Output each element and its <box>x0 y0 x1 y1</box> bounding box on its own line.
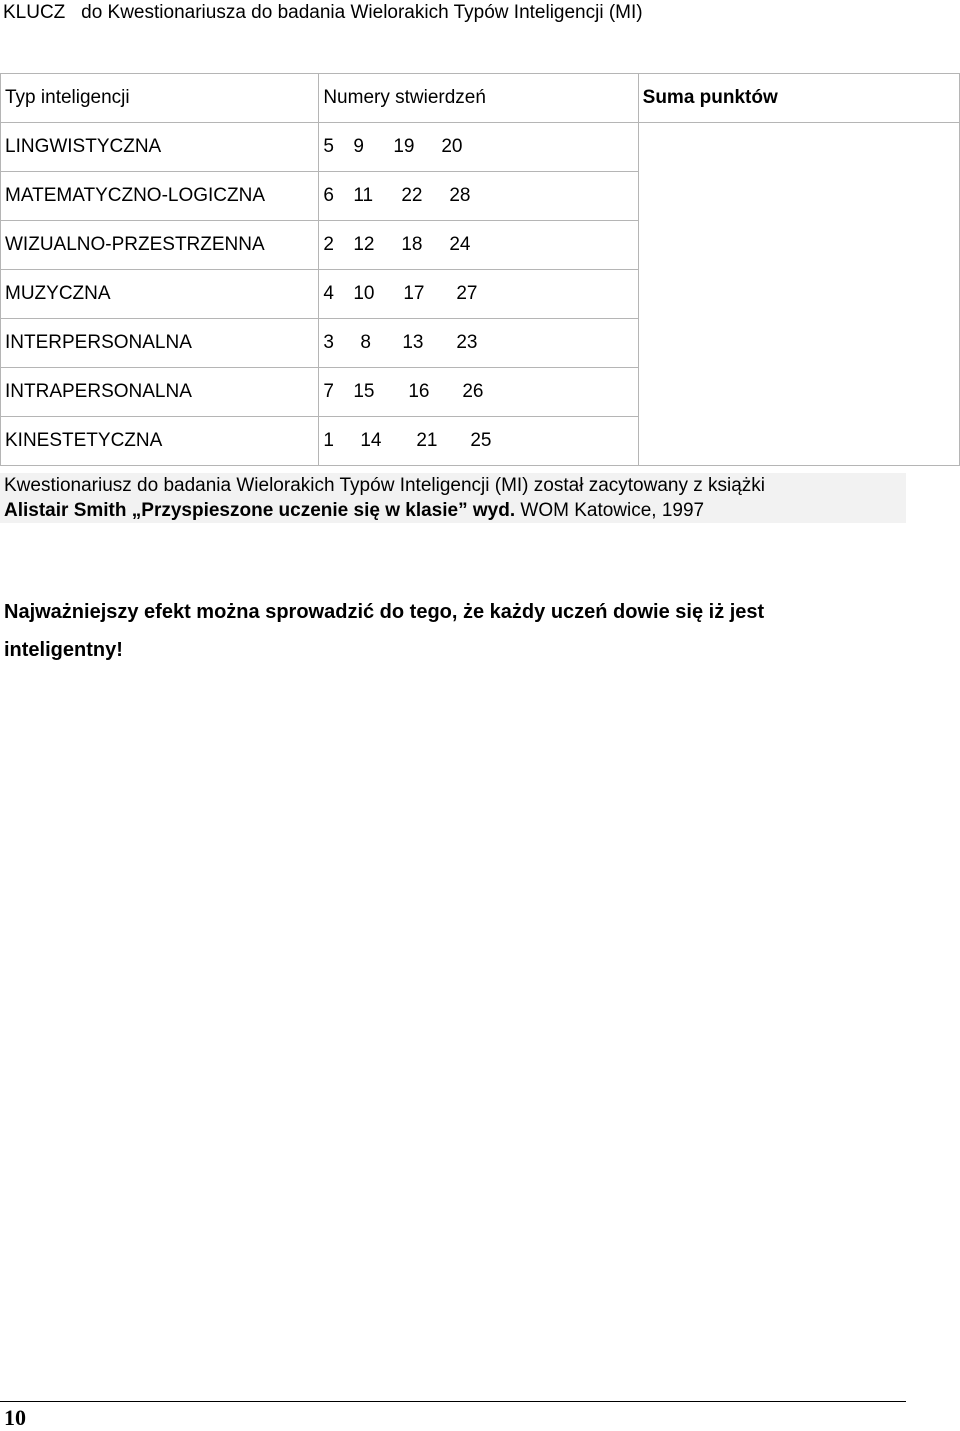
statement-numbers <box>319 123 638 172</box>
statement-number: 13 <box>402 332 424 353</box>
header-numbers: Numery stwierdzeń <box>319 74 638 123</box>
table-header-row <box>1 74 960 123</box>
statement-numbers <box>319 417 638 466</box>
statement-numbers <box>319 319 638 368</box>
table-row <box>1 319 960 368</box>
sum-cell[interactable] <box>638 368 959 417</box>
statement-number: 17 <box>403 283 425 304</box>
statement-number: 11 <box>353 185 374 206</box>
sum-cell[interactable] <box>638 270 959 319</box>
table-row <box>1 417 960 466</box>
intelligence-type: KINESTETYCZNA <box>1 417 319 466</box>
statement-number: 14 <box>360 430 382 451</box>
sum-cell[interactable] <box>638 123 959 172</box>
closing-note: Najważniejszy efekt można sprowadzić do tego, że każdy uczeń dowie się iż jest inteligentny! <box>4 601 765 661</box>
table-row <box>1 270 960 319</box>
statement-numbers <box>319 221 638 270</box>
statement-number: 22 <box>401 185 423 206</box>
statement-numbers <box>319 368 638 417</box>
statement-number: 5 <box>323 136 334 157</box>
statement-number: 16 <box>408 381 430 402</box>
statement-number: 8 <box>360 332 371 353</box>
answer-key-table <box>0 73 960 466</box>
statement-number: 25 <box>470 430 492 451</box>
statement-number: 21 <box>416 430 438 451</box>
citation <box>0 473 906 523</box>
statement-number: 3 <box>323 332 334 353</box>
sum-cell[interactable] <box>638 319 959 368</box>
statement-number: 23 <box>456 332 478 353</box>
intelligence-type: INTERPERSONALNA <box>1 319 319 368</box>
intelligence-type: MUZYCZNA <box>1 270 319 319</box>
citation-edition: wyd. <box>472 500 516 521</box>
sum-cell[interactable] <box>638 221 959 270</box>
statement-number: 19 <box>393 136 415 157</box>
statement-number: 1 <box>323 430 334 451</box>
statement-number: 28 <box>449 185 471 206</box>
table-row <box>1 172 960 221</box>
sum-cell[interactable] <box>638 417 959 466</box>
statement-number: 9 <box>353 136 364 157</box>
header-sum: Suma punktów <box>638 74 959 123</box>
statement-number: 24 <box>449 234 471 255</box>
statement-number: 4 <box>323 283 334 304</box>
table-row <box>1 221 960 270</box>
citation-book: „Przyspieszone uczenie się w klasie” <box>131 500 468 521</box>
intelligence-type: MATEMATYCZNO-LOGICZNA <box>1 172 319 221</box>
statement-number: 12 <box>353 234 375 255</box>
statement-number: 20 <box>441 136 463 157</box>
footer-divider <box>0 1401 906 1402</box>
citation-source <box>4 498 906 523</box>
statement-number: 10 <box>353 283 375 304</box>
citation-line: Kwestionariusz do badania Wielorakich Typów Inteligencji (MI) został zacytowany z książki <box>4 475 766 496</box>
statement-number: 26 <box>462 381 484 402</box>
statement-numbers <box>319 172 638 221</box>
table-row <box>1 368 960 417</box>
statement-number: 7 <box>323 381 334 402</box>
statement-number: 27 <box>456 283 478 304</box>
table-row <box>1 123 960 172</box>
statement-number: 6 <box>323 185 334 206</box>
header-type: Typ inteligencji <box>1 74 319 123</box>
statement-number: 18 <box>401 234 423 255</box>
sum-cell[interactable] <box>638 172 959 221</box>
page-number: 10 <box>4 1405 26 1430</box>
citation-publisher: WOM Katowice, 1997 <box>520 500 705 521</box>
document-title: KLUCZ do Kwestionariusza do badania Wielorakich Typów Inteligencji (MI) <box>3 2 643 23</box>
citation-author: Alistair Smith <box>4 500 127 521</box>
statement-number: 2 <box>323 234 334 255</box>
statement-number: 15 <box>353 381 375 402</box>
intelligence-type: INTRAPERSONALNA <box>1 368 319 417</box>
statement-numbers <box>319 270 638 319</box>
intelligence-type: LINGWISTYCZNA <box>1 123 319 172</box>
intelligence-type: WIZUALNO-PRZESTRZENNA <box>1 221 319 270</box>
